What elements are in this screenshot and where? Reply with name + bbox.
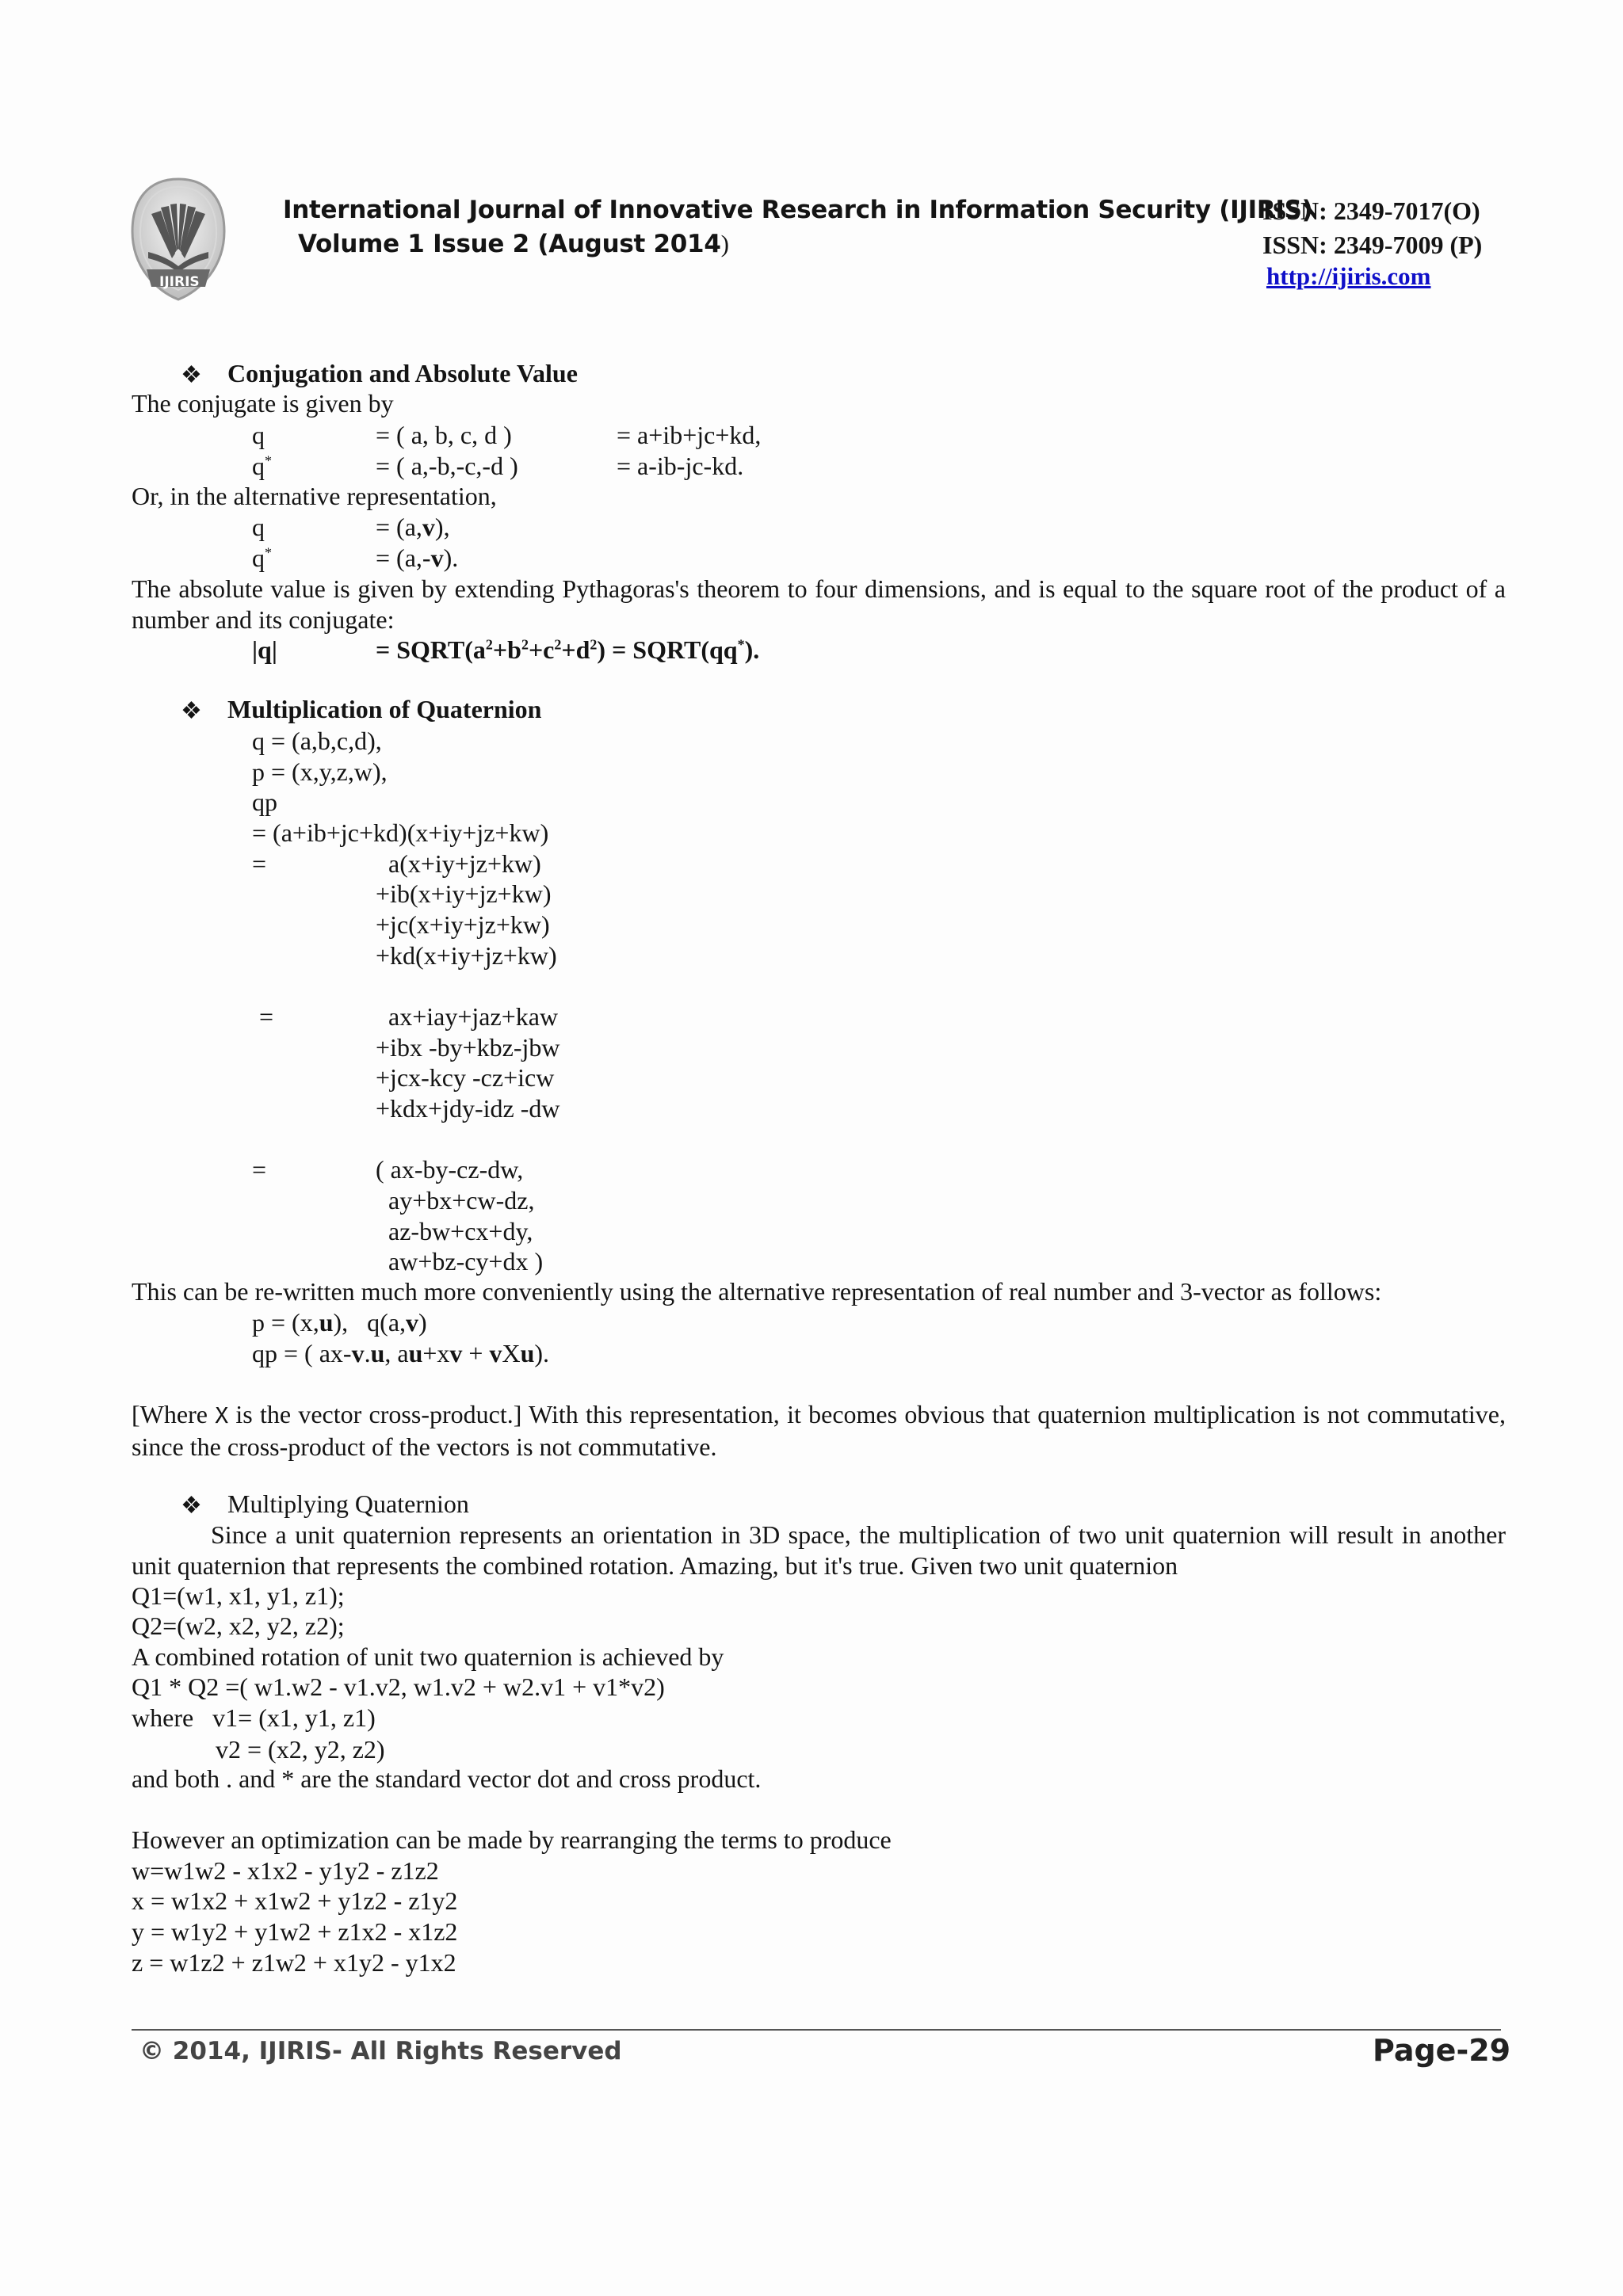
vector-v: v [422,513,435,541]
q-definition: = ( a, b, c, d ) [376,421,512,449]
alt-qs-post: ). [443,543,459,572]
opt-line: However an optimization can be made by rearranging the terms to produce [132,1825,892,1854]
expansion-line: +jc(x+iy+jz+kw) [376,910,550,939]
pv3: ) [418,1308,427,1337]
af2: +b [492,635,521,664]
q-conjugate-expression: = a-ib-jc-kd. [617,452,744,480]
alt-q-definition [376,512,450,543]
equals-sign: = [259,1002,274,1031]
af1: = SQRT(a [376,635,486,664]
alt-q-conjugate-symbol [252,543,272,574]
pv-v: v [406,1308,419,1337]
q-line: Q2=(w2, x2, y2, z2); [132,1611,345,1640]
qp7: ). [534,1339,550,1367]
conjugate-intro: The conjugate is given by [132,389,394,418]
result-line: ay+bx+cw-dz, [388,1186,535,1215]
mult-line: q = (a,b,c,d), [252,727,382,755]
sq-d: 2 [590,636,598,653]
q-symbol: q [252,421,265,449]
bullet-icon: ❖ [181,698,202,724]
alt-q-symbol: q [252,513,265,541]
result-line: aw+bz-cy+dx ) [388,1247,544,1276]
expansion-line: a(x+iy+jz+kw) [388,849,541,878]
sq-c: 2 [554,636,562,653]
issn-online: ISSN: 2349-7017(O) [1262,196,1480,225]
unit-quaternion-paragraph: Since a unit quaternion represents an orientation in 3D space, the multiplication of two unit quaternion will result in another unit quaternion that represents the combined rotation. Amazing, but it's true. Given two unit quaternion [132,1520,1506,1580]
opt-line: w=w1w2 - x1x2 - y1y2 - z1z2 [132,1856,439,1885]
p-and-q-vector-form [252,1307,427,1338]
alternative-intro: Or, in the alternative representation, [132,482,497,510]
bullet-icon: ❖ [181,1493,202,1519]
sq-b: 2 [521,636,529,653]
q-conjugate-definition: = ( a,-b,-c,-d ) [376,452,518,480]
copyright: © 2014, IJIRIS- All Rights Reserved [139,2037,622,2065]
alt-q-post: ), [434,513,450,541]
af3: +c [528,635,555,664]
pv-u: u [319,1308,334,1337]
mult-line: qp [252,788,277,816]
qp-v3: v [489,1339,502,1367]
alt-conj-letter: q [252,543,265,572]
bullet-icon: ❖ [181,362,202,388]
qp-u1: u [370,1339,385,1367]
qp-u2: u [408,1339,423,1367]
section-heading-conjugation: Conjugation and Absolute Value [227,359,578,387]
page-number: Page-29 [1373,2033,1511,2068]
section-heading-multiplying: Multiplying Quaternion [227,1489,469,1518]
rewrite-sentence: This can be re-written much more conveniently using the alternative representation of real number and 3-vector as follows: [132,1277,1382,1306]
expansion-line: +kd(x+iy+jz+kw) [376,941,557,970]
alt-q-pre: = (a, [376,513,422,541]
volume-issue [298,230,729,258]
issn-print: ISSN: 2349-7009 (P) [1262,231,1483,259]
q-line: Q1 * Q2 =( w1.w2 - v1.v2, w1.v2 + w2.v1 + v1*v2) [132,1672,665,1701]
logo-text: IJIRIS [159,274,200,290]
volume-text: Volume 1 Issue 2 (August 2014 [298,230,721,258]
qp1: qp = ( ax- [252,1339,352,1367]
note-x: X [215,1402,229,1428]
abs-q-label: |q| [252,635,277,664]
expansion-line: +kdx+jdy-idz -dw [376,1094,560,1123]
expansion-line: ax+iay+jaz+kaw [388,1002,559,1031]
volume-paren: ) [720,230,729,257]
abs-formula [376,635,759,666]
qp2: . [364,1339,371,1367]
qp-vector-form [252,1338,549,1369]
qp5: + [462,1339,490,1367]
qp4: +x [422,1339,450,1367]
mult-line: p = (x,y,z,w), [252,757,388,786]
journal-website-link[interactable]: http://ijiris.com [1266,262,1431,290]
q-line: and both . and * are the standard vector dot and cross product. [132,1764,762,1793]
af6: ). [744,635,760,664]
vector-v-neg: v [430,543,444,572]
conj-star: * [265,452,272,469]
pv1: p = (x, [252,1308,319,1337]
mult-line: = (a+ib+jc+kd)(x+iy+jz+kw) [252,818,549,847]
footer-rule [132,2029,1501,2031]
opt-line: y = w1y2 + y1w2 + z1x2 - x1z2 [132,1917,458,1946]
cross-product-note [132,1399,1506,1462]
q-expression: = a+ib+jc+kd, [617,421,762,449]
expansion-line: +ib(x+iy+jz+kw) [376,879,552,908]
result-line: ( ax-by-cz-dw, [376,1155,524,1184]
alt-conj-star: * [265,544,272,561]
abs-star: * [737,636,745,653]
note-2: is the vector cross-product.] With this representation, it becomes obvious that quaternion multiplication is not commutative, since the cross-product of the vectors is not commutative. [132,1400,1507,1461]
qp-v1: v [351,1339,365,1367]
journal-logo [129,176,227,303]
af4: +d [561,635,590,664]
qp-v2: v [449,1339,463,1367]
pv2: ), q(a, [333,1308,407,1337]
equals-sign: = [252,849,267,878]
note-1: [Where [132,1400,216,1428]
section-heading-multiplication: Multiplication of Quaternion [227,695,542,723]
absolute-value-paragraph: The absolute value is given by extending Pythagoras's theorem to four dimensions, and is equal to the square root of the product of a number and its conjugate: [132,574,1506,634]
alt-qs-pre: = (a,- [376,543,431,572]
alt-q-conjugate-definition [376,543,458,574]
journal-title: International Journal of Innovative Research in Information Security (IJIRIS) [283,196,1313,224]
q-conjugate-symbol [252,451,272,482]
expansion-line: +jcx-kcy -cz+icw [376,1063,555,1092]
q-line: where v1= (x1, y1, z1) [132,1703,376,1732]
qp6: X [502,1339,521,1367]
equals-sign: = [252,1155,267,1184]
q-conj-letter: q [252,452,265,480]
sq-a: 2 [485,636,493,653]
q-line: A combined rotation of unit two quaternion is achieved by [132,1642,724,1671]
expansion-line: +ibx -by+kbz-jbw [376,1033,560,1062]
q-line: v2 = (x2, y2, z2) [216,1735,385,1764]
opt-line: x = w1x2 + x1w2 + y1z2 - z1y2 [132,1886,458,1915]
qp3: , a [384,1339,409,1367]
af5: ) = SQRT(qq [597,635,738,664]
result-line: az-bw+cx+dy, [388,1217,533,1245]
qp-u3: u [520,1339,535,1367]
q-line: Q1=(w1, x1, y1, z1); [132,1581,345,1610]
opt-line: z = w1z2 + z1w2 + x1y2 - y1x2 [132,1948,456,1977]
